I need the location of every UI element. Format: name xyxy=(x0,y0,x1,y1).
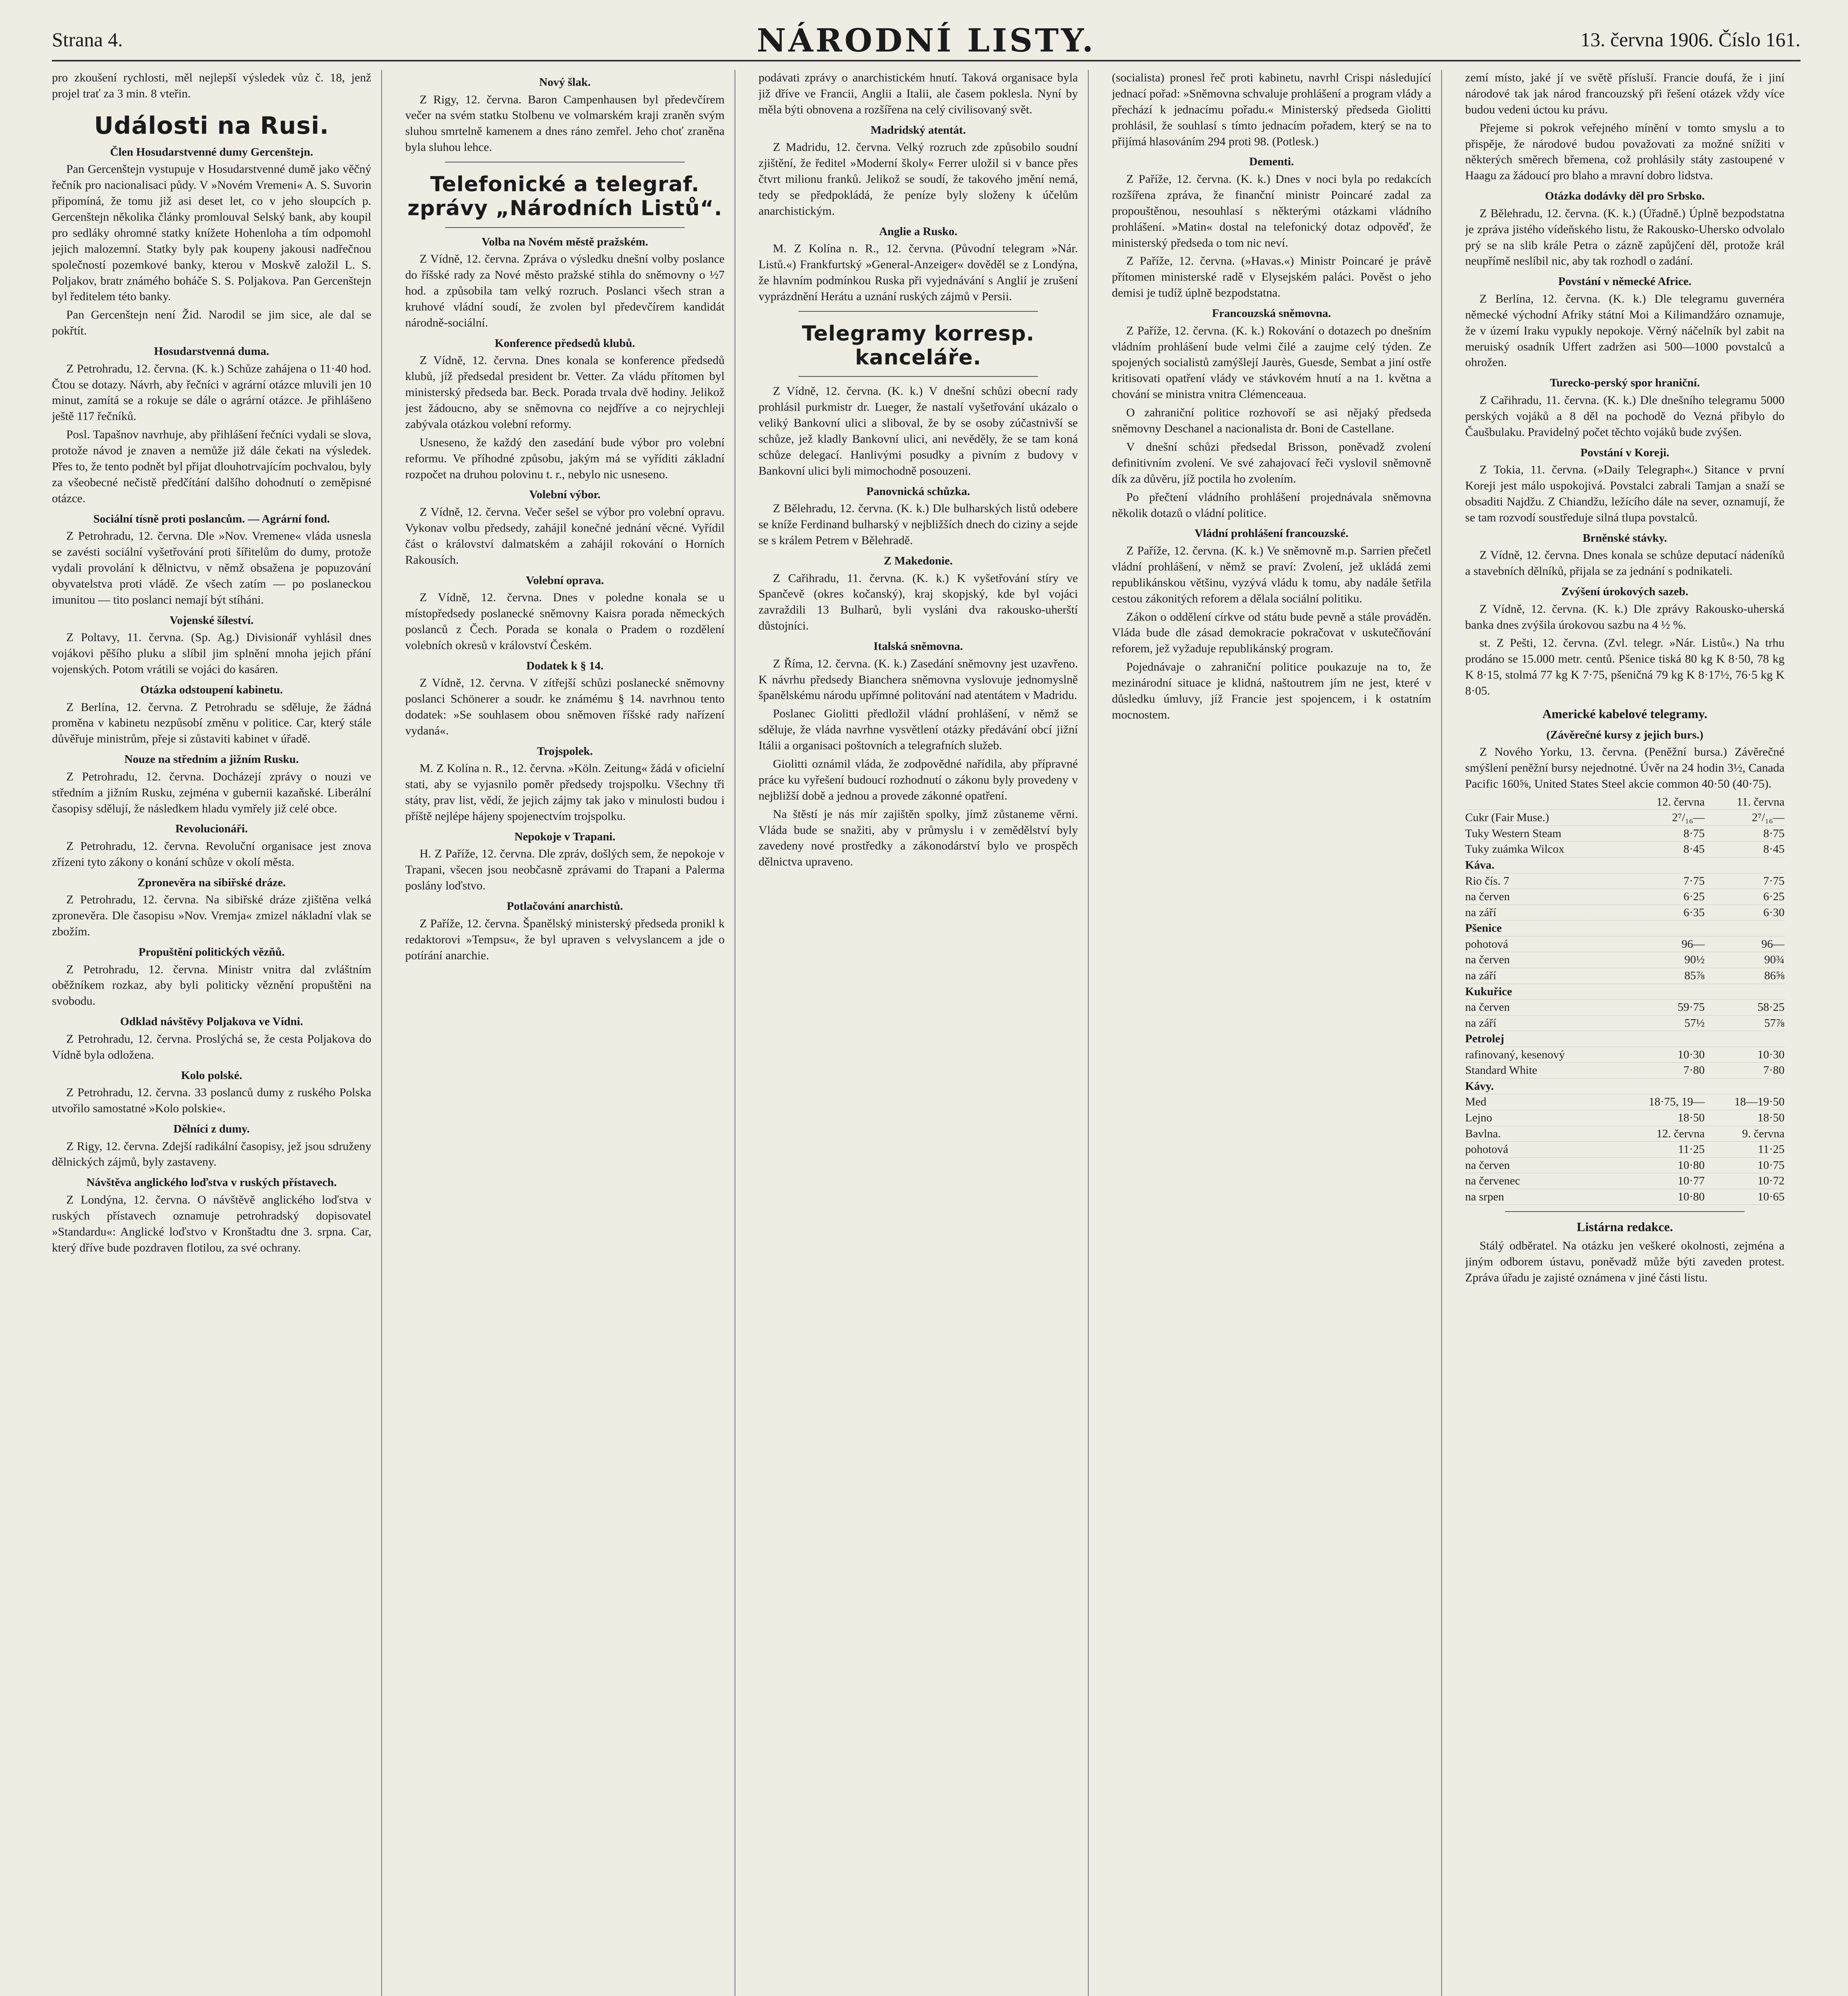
table-cell: Petrolej xyxy=(1465,1032,1504,1046)
table-cell: 6·25 xyxy=(1763,890,1785,903)
article-title: Povstání v německé Africe. xyxy=(1558,275,1692,288)
table-row xyxy=(1465,1094,1785,1110)
table-row xyxy=(1465,1016,1785,1032)
table-cell: Med xyxy=(1465,1095,1487,1109)
table-cell: 96— xyxy=(1682,937,1705,950)
article-title: Brněnské stávky. xyxy=(1583,531,1667,545)
table-cell: 10·72 xyxy=(1757,1174,1785,1188)
table-row xyxy=(1465,1173,1785,1189)
table-cell: pohotová xyxy=(1465,1143,1508,1156)
table-cell: 7·80 xyxy=(1763,1064,1785,1077)
table-row xyxy=(1465,857,1785,873)
article-title: Nouze na středním a jižním Rusku. xyxy=(124,753,299,766)
divider xyxy=(798,376,1038,377)
article-text: Z Berlína, 12. června. (K. k.) Dle telegramu guvernéra německé východní Afriky státní Moi a Kilimandžáro oznamuje, že v území Iraku vypukly nepokoje. Věrný náčelník byl zabit na meruiský osadník Uffert zadržen asi 500—1000 povstalců a ohrožen. xyxy=(1465,292,1785,369)
table-cell: 59·75 xyxy=(1678,1001,1705,1014)
article-title: Dementi. xyxy=(1249,155,1294,168)
divider xyxy=(798,311,1038,312)
table-row xyxy=(1465,921,1785,937)
table-cell: 11. června xyxy=(1737,795,1785,808)
article-text: Z Petrohradu, 12. června. Docházejí zprávy o nouzi ve středním a jižním Rusku, zejména v gubernii kazaňské. Liberální časopisy sdělují, že následkem hladu vymřely již celé obce. xyxy=(52,770,371,815)
table-cell: 7·75 xyxy=(1763,874,1785,887)
issue-date: 13. června 1906. Číslo 161. xyxy=(1580,28,1800,51)
article-title: Otázka odstoupení kabinetu. xyxy=(140,683,283,696)
article-text: Poslanec Giolitti předložil vládní prohlášení, v němž se sděluje, že vláda navrhne vysvětlení otázky předávání obcí jižní Itálii a organisaci poštovních a telegrafních služeb. xyxy=(759,707,1078,752)
article-title: Kolo polské. xyxy=(181,1069,242,1082)
article-title: Z Makedonie. xyxy=(883,554,953,567)
table-cell: pohotová xyxy=(1465,937,1508,950)
article-text: Z Rigy, 12. června. Baron Campenhausen byl předevčírem večer na svém statku Stolbenu ve volmarském kraji zraněn svým sluhou smrtelně kamenem a dnes ráno zemřel. Jeho choť zraněna byla sluhou lehce. xyxy=(405,93,725,154)
column-5 xyxy=(1465,70,1785,1996)
table-cell xyxy=(1465,794,1625,810)
article-title: Zvýšení úrokových sazeb. xyxy=(1561,585,1688,598)
table-cell: 11·25 xyxy=(1678,1143,1705,1156)
article-text: zemí místo, jaké jí ve světě přísluší. Francie doufá, že i jiní národové tak jak národ francouzský při řešení otázek vždy více budou vedeni úctou ku právu. xyxy=(1465,71,1785,116)
table-cell: na červen xyxy=(1465,1001,1510,1014)
table-header xyxy=(1465,794,1785,810)
article-title: Zpronevěra na sibiřské dráze. xyxy=(137,876,286,889)
article-text: M. Z Kolína n. R., 12. června. »Köln. Zeitung« žádá v oficielní stati, aby se vyjasnilo poměr předsedy trojspolku. Všechny tři státy, prav list, vědí, že jejich zájmy tak jako v minulosti budou i příště nejlépe hájeny spojenectvím trojspolku. xyxy=(405,762,725,823)
article-text: Z Berlína, 12. června. Z Petrohradu se sděluje, že žádná proměna v kabinetu nezpůsobí změnu v politice. Car, který stále důvěřuje ministrům, přeje si zůstaviti kabinet v úřadě. xyxy=(52,700,371,746)
table-cell: Bavlna. xyxy=(1465,1127,1501,1140)
article-text: Z Paříže, 12. června. Španělský ministerský předseda pronikl k redaktorovi »Tempsu«, že byl upraven s velvyslancem a jde o potírání anarchie. xyxy=(405,917,725,962)
table-cell: 18·50 xyxy=(1678,1111,1705,1125)
article-text: Z Vídně, 12. června. Dnes v poledne konala se u místopředsedy poslanecké sněmovny Kaisra porada německých poslanců z Čech. Porada se konala o Pradem o rozdělení volebních okresů v království Českém. xyxy=(405,591,725,652)
article-text: Pan Gercenštejn vystupuje v Hosudarstvenné dumě jako věčný řečník pro nacionalisaci půdy. V »Novém Vremeni« A. S. Suvorin připomíná, že tomu již asi deset let, co v jeho sloupcích p. Gercenštejn několika články promlouval Selský bank, aby koupil pro sedláky ohromné statky knížete Hohenloha a tím odpomohl jejich malozemní. Statky byly pak koupeny jakousi nadřečnou společností pozemkové banky, kterou v Moskvě založil L. S. Poljakov, bratr známého boháče S. S. Poljakova. Pan Gercenštejn byl ředitelem této banky. xyxy=(52,162,371,303)
table-cell: 2⁷/₁₆— xyxy=(1672,811,1705,824)
table-cell xyxy=(1705,921,1785,936)
table-cell: Lejno xyxy=(1465,1111,1492,1125)
table-cell: Kukuřice xyxy=(1465,985,1512,998)
table-cell xyxy=(1705,1031,1785,1047)
article-text: Z Londýna, 12. června. O návštěvě anglického loďstva v ruských přístavech oznamuje petrohradský dopisovatel »Standardu«: Anglické loďstvo v Kronštadtu dne 3. srpna. Car, který dříve bude pozdraven flotilou, za své ochrany. xyxy=(52,1193,371,1254)
table-cell xyxy=(1625,984,1705,1000)
article-title: Sociální tísně proti poslancům. — Agrární fond. xyxy=(93,512,330,525)
article-text: pro zkoušení rychlosti, měl nejlepší výsledek vůz č. 18, jenž projel trať za 3 min. 8 vteřin. xyxy=(52,71,371,100)
section-heading: Telegramy korresp. kanceláře. xyxy=(802,321,1035,370)
table-cell: 7·75 xyxy=(1683,874,1705,887)
article-text: Z Paříže, 12. června. (»Havas.«) Ministr Poincaré je právě přítomen ministerské radě v Elysejském paláci. Pověst o jeho demisi je tudíž úplně bezpodstatna. xyxy=(1112,254,1431,300)
table-cell xyxy=(1705,857,1785,873)
article-title: Návštěva anglického loďstva v ruských přístavech. xyxy=(86,1176,337,1189)
article-text: Z Bělehradu, 12. června. (K. k.) Dle bulharských listů odebere se kníže Ferdinand bulharský v nejbližších dnech do ciziny a sejde se s králem Petrem v Bělehradě. xyxy=(759,502,1078,547)
table-row xyxy=(1465,1189,1785,1205)
table-row xyxy=(1465,905,1785,921)
article-title: Madridský atentát. xyxy=(870,123,966,137)
article-text: Z Petrohradu, 12. června. Ministr vnitra dal zvláštním oběžníkem rozkaz, aby byli politicky věznění propuštěni na svobodu. xyxy=(52,962,371,1008)
article-title: Vojenské šíleství. xyxy=(170,614,254,627)
column-1 xyxy=(52,70,371,1996)
table-cell: 6·30 xyxy=(1763,906,1785,919)
table-row xyxy=(1465,826,1785,842)
table-cell: 90¾ xyxy=(1764,953,1785,966)
table-cell: 10·30 xyxy=(1678,1048,1705,1061)
article-text: (socialista) pronesl řeč proti kabinetu, navrhl Crispi následující jednací pořad: »Sněmovna schvaluje prohlášení a program vlády a přechází k jednacímu pořadu.« Ministerský předseda Giolitti prohlásil, že souhlasí s tímto jednacím pořadem, který se na to přijímá hlasováním 294 proti 98. (Potlesk.) xyxy=(1112,71,1431,148)
table-cell: na červenec xyxy=(1465,1174,1520,1188)
table-cell: 8·75 xyxy=(1763,827,1785,840)
article-text: Z Cařihradu, 11. června. (K. k.) Dle dnešního telegramu 5000 perských vojáků a 8 děl na pochodě do Vezná přibylo do Čaušbulaku. Pravidelný počet těchto vojáků bude zvýšen. xyxy=(1465,393,1785,439)
table-row xyxy=(1465,842,1785,857)
table-cell: 6·35 xyxy=(1683,906,1705,919)
article-text: Stálý odběratel. Na otázku jen veškeré okolnosti, zejména a jiným odborem ústavu, poněvadž může býti zaveden protest. Zpráva úřadu je zajisté oznámena v jiné části listu. xyxy=(1465,1239,1785,1284)
article-title: Konference předsedů klubů. xyxy=(495,337,635,350)
article-text: Z Cařihradu, 11. června. (K. k.) K vyšetřování stíry ve Spančevě (okres kočanský), kraj skopjský, kde byl vojáci zavraždili 13 Bulharů, byli vysláni dva rakousko-uherští důstojníci. xyxy=(759,571,1078,633)
table-cell: 8·45 xyxy=(1763,843,1785,856)
table-cell: 57½ xyxy=(1684,1016,1705,1030)
table-cell: na září xyxy=(1465,969,1497,982)
article-title: Francouzská sněmovna. xyxy=(1212,307,1331,320)
article-title: Revolucionáři. xyxy=(175,822,248,836)
column-2 xyxy=(405,70,725,1996)
table-cell: 18·75, 19— xyxy=(1648,1095,1705,1109)
table-row xyxy=(1465,952,1785,968)
article-text: Na štěstí je nás mír zajištěn spolky, jímž zůstaneme věrni. Vláda bude se snažiti, aby v průmyslu i v zemědělství byly zavedeny nové prostředky a zákonodárství bylo ve prospěch dělnictva upraveno. xyxy=(759,807,1078,869)
article-title: Panovnická schůzka. xyxy=(866,485,970,498)
article-text: Z Nového Yorku, 13. června. (Peněžní bursa.) Závěrečné smýšlení peněžní bursy nejednotné. Úvěr na 24 hodin 3½, Canada Pacific 160⅝, United States Steel akcie common 40·50 (40·75). xyxy=(1465,745,1785,790)
article-text: Z Poltavy, 11. června. (Sp. Ag.) Divisionář vyhlásil dnes vojákovi pěšího pluku a slíbil jim splnění mnoha jejich přání vojenských. Potom vrátili se vojáci do kasáren. xyxy=(52,631,371,676)
table-cell: 10·30 xyxy=(1757,1048,1785,1061)
article-text: Pojednávaje o zahraniční politice poukazuje na to, že mezinárodní situace je klidná, naštoutrem jím ne jest, které v důsledku úmluvy, jíž Francie jest spojencem, i k ostatním mocnostem. xyxy=(1112,660,1431,721)
article-text: Z Vídně, 12. června. (K. k.) Dle zprávy Rakousko-uherská banka dnes zvýšila úrokovou sazbu na 4 ½ %. xyxy=(1465,602,1785,632)
article-text: Z Paříže, 12. června. (K. k.) Dnes v noci byla po redakcích rozšířena zpráva, že finanční ministr Poincaré zadal za propouštěnou, nesouhlasí s některými otázkami vládního prohlášení. »Matin« dostal na telefonický dotaz odpověď, že ministerský předseda o tom nic neví. xyxy=(1112,172,1431,250)
table-row xyxy=(1465,1142,1785,1158)
article-text: Z Vídně, 12. června. (K. k.) V dnešní schůzi obecní rady prohlásil purkmistr dr. Lueger, že nastalí vyšetřování ukázalo o veliký Bankovní ulici a sliboval, že by se osoby zúčastnivší se schůze, jež kladly Bankovní ulici, ani nevěděly, že se tam koná schůze delegací. Hanlivými posudky a pivním z budovy v Bankovní ulici byli mimochodně posouzeni. xyxy=(759,384,1078,477)
table-row xyxy=(1465,968,1785,984)
article-text: Usneseno, že každý den zasedání bude výbor pro volební reformu. Ve příhodné způsobu, jakým má se vyříditi základní rozpočet na druhou polovinu t. r., nebylo nic usneseno. xyxy=(405,436,725,481)
article-text: Z Madridu, 12. června. Velký rozruch zde způsobilo soudní zjištění, že ředitel »Moderní školy« Ferrer uložil si v bance přes čtvrt milionu franků. Jelikož se soudí, že takového jmění nemá, tedy se předpokládá, že peníze byly složeny k účelům anarchistickým. xyxy=(759,141,1078,218)
article-title: Vládní prohlášení francouzské. xyxy=(1194,527,1349,540)
article-title: Anglie a Rusko. xyxy=(879,225,957,238)
article-title: Dodatek k § 14. xyxy=(526,659,604,672)
article-title: Turecko-perský spor hraniční. xyxy=(1550,376,1700,390)
article-title: Volební oprava. xyxy=(526,574,604,587)
article-title: Propuštění politických vězňů. xyxy=(138,946,285,959)
article-title: Listárna redakce. xyxy=(1577,1220,1673,1234)
article-text: Z Petrohradu, 12. června. Revoluční organisace jest znova zřízeni tyto zákony o konání schůze v okolí města. xyxy=(52,840,371,869)
table-cell: 6·25 xyxy=(1683,890,1705,903)
table-cell: 18·50 xyxy=(1757,1111,1785,1125)
article-text: Z Petrohradu, 12. června. Na sibiřské dráze zjištěna velká zpronevěra. Dle časopisu »Nov. Vremja« zmizel nákladní vlak se zbožím. xyxy=(52,893,371,939)
article-text: Posl. Tapašnov navrhuje, aby přihlášení řečníci vydali se slova, protože návod je znaven a nemůže již dále čekati na výsledek. Přes to, že tento podnět byl přijat dlouhotrvajícím pochvalou, byly za všeobecné nečistě předčítání dalšího dohodnutí o zeměpisné otázce. xyxy=(52,428,371,505)
table-cell: Cukr (Fair Muse.) xyxy=(1465,811,1549,824)
column-3 xyxy=(759,70,1078,1996)
table-cell: Kávy. xyxy=(1465,1079,1494,1093)
table-cell: 86⅝ xyxy=(1764,969,1785,982)
page-number: Strana 4. xyxy=(52,28,123,51)
newspaper-title: NÁRODNÍ LISTY. xyxy=(757,22,1096,59)
article-title: Dělníci z dumy. xyxy=(173,1122,250,1135)
table-cell xyxy=(1625,857,1705,873)
table-row xyxy=(1465,1126,1785,1142)
table-cell xyxy=(1625,1031,1705,1047)
article-title: Trojspolek. xyxy=(537,745,593,758)
table-cell: Rio čís. 7 xyxy=(1465,874,1509,887)
table-cell: 85⅞ xyxy=(1684,969,1705,982)
table-cell: 12. června xyxy=(1656,795,1705,808)
article-title: Otázka dodávky děl pro Srbsko. xyxy=(1545,190,1705,203)
article-text: M. Z Kolína n. R., 12. června. (Původní telegram »Nár. Listů.«) Frankfurtský »General-Anzeiger« dověděl se z Londýna, že hlavním podmínkou Ruska při vyjednávání s Anglií je zrušení vyprázdnění Herátu a uznání ruských zájmů v Persii. xyxy=(759,242,1078,303)
table-cell: 10·75 xyxy=(1757,1158,1785,1172)
table-cell: 10·80 xyxy=(1678,1190,1705,1203)
table-cell xyxy=(1625,1079,1705,1094)
article-text: Z Petrohradu, 12. června. Proslýchá se, že cesta Poljakova do Vídně byla odložena. xyxy=(52,1032,371,1061)
column-divider xyxy=(1088,70,1089,1996)
table-cell: 8·75 xyxy=(1683,827,1705,840)
article-text: Z Bělehradu, 12. června. (K. k.) (Úřadně.) Úplně bezpodstatna je zpráva jistého vídeňského listu, že Rakousko-Uhersko odvolalo prý se na slib krále Petra o zázně zapůjčení děl, protože král neupřímě neslíbil nic, aby tak rozhodl o zadání. xyxy=(1465,206,1785,268)
table-cell: Káva. xyxy=(1465,859,1495,872)
article-title: Hosudarstvenná duma. xyxy=(154,345,269,358)
article-text: Z Vídně, 12. června. V zítřejší schůzi poslanecké sněmovny poslanci Schönerer a soudr. ke známému § 14. navrhnou tento dodatek: »Se souhlasem obou sněmoven říšské rady nařízení vydaná«. xyxy=(405,676,725,737)
article-text: st. Z Pešti, 12. června. (Zvl. telegr. »Nár. Listů«.) Na trhu prodáno se 15.000 metr. centů. Pšenice tiská 80 kg K 8·50, 78 kg K 8·15, stolmá 77 kg K 7·75, pšeničná 79 kg K 8·17½, 76·5 kg K 8·05. xyxy=(1465,636,1785,698)
table-cell: rafinovaný, kesenový xyxy=(1465,1048,1565,1061)
article-title: Americké kabelové telegramy. xyxy=(1542,706,1707,721)
table-cell: 58·25 xyxy=(1757,1001,1785,1014)
table-cell: na srpen xyxy=(1465,1190,1504,1203)
article-title: Nepokoje v Trapani. xyxy=(514,830,616,843)
market-price-table xyxy=(1465,794,1785,1205)
table-row xyxy=(1465,1063,1785,1079)
divider xyxy=(1505,1211,1745,1212)
article-subtitle: (Závěrečné kursy z jejich burs.) xyxy=(1546,728,1703,741)
article-text: Z Petrohradu, 12. června. Dle »Nov. Vremene« vláda usnesla se zavésti sociální vyšetřování proti šířitelům do dumy, protože vydali provolání k dělnictvu, v němž obsažena je popuzování obyvatelstva proti vládě. Ze všech zatím — po poslaneckou imunitou — tito poslanci nemají být stíháni. xyxy=(52,529,371,606)
table-cell: 96— xyxy=(1761,937,1785,950)
table-row xyxy=(1465,889,1785,905)
article-title: Volba na Novém městě pražském. xyxy=(481,235,648,248)
table-cell: na červen xyxy=(1465,953,1510,966)
table-row xyxy=(1465,1031,1785,1047)
article-title: Povstání v Koreji. xyxy=(1580,446,1670,459)
table-cell xyxy=(1705,984,1785,1000)
table-row xyxy=(1465,1110,1785,1126)
table-row xyxy=(1465,1000,1785,1016)
article-title: Odklad návštěvy Poljakova ve Vídni. xyxy=(120,1015,303,1028)
article-text: O zahraniční politice rozhovoří se asi nějaký předseda sněmovny Deschanel a nacionalista dr. Boni de Castellane. xyxy=(1112,406,1431,436)
table-cell: 10·65 xyxy=(1757,1190,1785,1203)
table-cell xyxy=(1625,921,1705,936)
table-cell: 11·25 xyxy=(1758,1143,1785,1156)
table-cell: 57⅞ xyxy=(1764,1016,1785,1030)
column-divider xyxy=(1441,70,1442,1996)
table-row xyxy=(1465,1079,1785,1095)
article-text: podávati zprávy o anarchistickém hnutí. Taková organisace byla již dříve ve Francii, Anglii a Italii, ale časem poklesla. Nyní by měla býti obnovena a rozšířena na celý civilisovaný svět. xyxy=(759,71,1078,116)
article-text: Přejeme si pokrok veřejného mínění v tomto smyslu a to přispěje, že národové budou považovati za možné snížiti v některých směrech břemena, což prohlásily státy zastoupené v Haagu za žádoucí pro blaho a mravní dobro lidstva. xyxy=(1465,121,1785,182)
table-cell: na červen xyxy=(1465,890,1510,903)
table-cell: 10·80 xyxy=(1678,1158,1705,1172)
article-text: Z Petrohradu, 12. června. 33 poslanců dumy z ruského Polska utvořilo samostatné »Kolo polskie«. xyxy=(52,1086,371,1115)
table-cell: Pšenice xyxy=(1465,922,1502,935)
article-text: Z Vídně, 12. června. Dnes konala se konference předsedů klubů, jíž předsedal president br. Vetter. Za vládu přítomen byl ministerský předseda bar. Beck. Porada trvala dvě hodiny. Jelikož jest žádoucno, aby se sněmovna co nejdříve a co nejrychleji zabývala otázkou volební reformy. xyxy=(405,354,725,431)
page-header xyxy=(52,16,1800,61)
article-text: Po přečtení vládního prohlášení projednávala sněmovna několik dotazů o vládní politice. xyxy=(1112,490,1431,520)
table-cell: 8·45 xyxy=(1683,843,1705,856)
table-cell: Tuky zuámka Wilcox xyxy=(1465,843,1565,856)
article-text: Z Vídně, 12. června. Večer sešel se výbor pro volební opravu. Vykonav volbu předsedy, zahájil konečné jednání věcné. Vyřídil část o království dalmatském a zahájil rokování o Horních Rakousích. xyxy=(405,505,725,566)
table-cell: na červen xyxy=(1465,1158,1510,1172)
table-cell: 2⁷/₁₆— xyxy=(1752,811,1785,824)
article-title: Potlačování anarchistů. xyxy=(507,900,623,913)
table-row xyxy=(1465,810,1785,826)
article-text: Z Vídně, 12. června. Zpráva o výsledku dnešní volby poslance do říšské rady za Nové město pražské stihla do sněmovny o ½7 hod. a způsobila tam velký rozruch. Poslanci všech stran a kruhové vládní soudí, že zvolen byl předevčírem kandidát národně-sociální. xyxy=(405,252,725,329)
article-text: Z Vídně, 12. června. Dnes konala se schůze deputací nádeníků a stavebních dělníků, přijala se za jednání s podnikateli. xyxy=(1465,549,1785,578)
table-row xyxy=(1465,1158,1785,1174)
column-4 xyxy=(1112,70,1431,1996)
article-title: Člen Hosudarstvenné dumy Gercenštejn. xyxy=(110,145,313,158)
article-text: Zákon o oddělení církve od státu bude pevně a stále prováděn. Vláda bude dle zásad demokracie pokračovat v uskutečňování reforem, jež vyžaduje republikánský program. xyxy=(1112,610,1431,655)
table-cell: na září xyxy=(1465,906,1497,919)
article-text: Z Tokia, 11. června. (»Daily Telegraph«.) Sitance v první Koreji jest málo uspokojivá. Povstalci zabrali Tamjan a snaží se obsaditi Najdžu. Z Chiandžu, ležícího dále na sever, oznamují, že se tam rozvodí soustředuje silná tlupa povstalců. xyxy=(1465,463,1785,524)
table-cell: 18—19·50 xyxy=(1734,1095,1785,1109)
article-text: Z Paříže, 12. června. (K. k.) Rokování o dotazech po dnešním vládním prohlášení bude velmi čilé a zaujme celý týden. Ze spojených socialistů zamýšlejí Jaurès, Guesde, Sembat a jiní ostře kritisovati opatření vlády ve stávkovém hnutí a na 1. května a chování se ministra vnitra Clémenceaua. xyxy=(1112,324,1431,401)
article-text: Z Paříže, 12. června. (K. k.) Ve sněmovně m.p. Sarrien přečetl vládní prohlášení, v němž se praví: Zvolení, jež ukládá zemi republikánskou většinu, vyzývá vládu k tomu, aby nadále šetřila cestou zákonitých reforem a dělala sociální politiku. xyxy=(1112,544,1431,605)
table-row xyxy=(1465,1047,1785,1063)
table-cell: na září xyxy=(1465,1016,1497,1030)
table-cell xyxy=(1705,1079,1785,1094)
table-cell: 7·80 xyxy=(1683,1064,1705,1077)
article-text: V dnešní schůzi předsedal Brisson, poněvadž zvolení definitivním zvolení. Ve své zahajovací řeči vyslovil sněmovně dík za důvěru, jíž poctila ho zvolením. xyxy=(1112,440,1431,485)
section-heading: Telefonické a telegraf. zprávy „Národních Listů“. xyxy=(407,172,723,220)
table-row xyxy=(1465,937,1785,952)
article-text: Z Petrohradu, 12. června. (K. k.) Schůze zahájena o 11·40 hod. Čtou se dotazy. Návrh, aby řečníci v agrární otázce mluvili jen 10 minut, zamítá se a rokuje se dále o agrární otázce. Je přihlášeno ještě 117 řečníků. xyxy=(52,362,371,423)
column-divider xyxy=(381,70,382,1996)
table-cell: Tuky Western Steam xyxy=(1465,827,1561,840)
table-cell: 12. června xyxy=(1656,1127,1705,1140)
divider xyxy=(445,227,685,228)
table-cell: Standard White xyxy=(1465,1064,1537,1077)
table-row xyxy=(1465,984,1785,1000)
table-cell: 10·77 xyxy=(1678,1174,1705,1188)
article-title: Italská sněmovna. xyxy=(873,640,963,653)
article-text: Z Říma, 12. června. (K. k.) Zasedání sněmovny jest uzavřeno. K návrhu předsedy Bianchera sněmovna vyslovuje jednomyslně španělskému národu upřímné politování nad atentátem v Madridu. xyxy=(759,657,1078,702)
table-cell: 90½ xyxy=(1684,953,1705,966)
article-text: Giolitti oznámil vláda, že zodpovědné nařídila, aby přípravné práce ku vyřešení budoucí rozhodnutí o zákonu byly provedeny v nejbližší době a jednou a provede zákonné opatření. xyxy=(759,757,1078,802)
article-title: Volební výbor. xyxy=(529,488,601,501)
table-row xyxy=(1465,873,1785,889)
article-text: Pan Gercenštejn není Žid. Narodil se jim sice, ale dal se pokřtít. xyxy=(52,308,371,338)
article-text: Z Rigy, 12. června. Zdejší radikální časopisy, jež jsou sdruženy dělnických zájmů, byly zastaveny. xyxy=(52,1139,371,1169)
section-heading: Události na Rusi. xyxy=(94,111,329,140)
article-text: H. Z Paříže, 12. června. Dle zpráv, došlých sem, že nepokoje v Trapani, všecen jsou neobčasně zprávami do Trapani a Palerma poslány loďstvo. xyxy=(405,847,725,893)
table-cell: 9. června xyxy=(1742,1127,1785,1140)
article-title: Nový šlak. xyxy=(539,76,591,89)
